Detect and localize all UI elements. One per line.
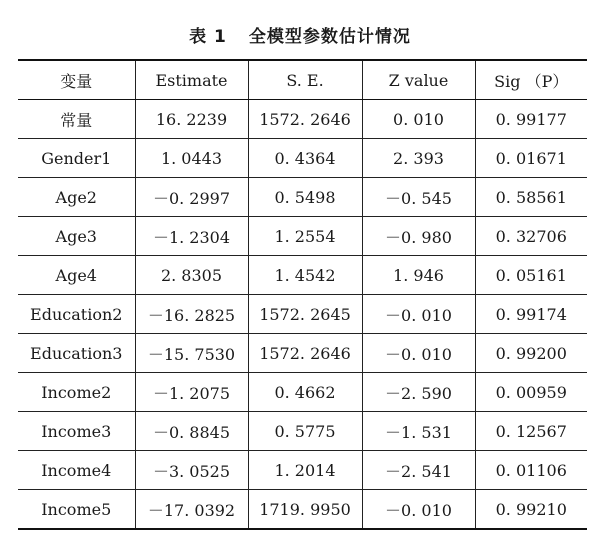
cell-significance: 0. 58561 [475, 178, 587, 217]
cell-standard-error: 1572. 2645 [248, 295, 362, 334]
cell-variable: Income5 [18, 490, 135, 530]
cell-z-value: －0. 010 [362, 334, 475, 373]
cell-estimate: －1. 2075 [135, 373, 248, 412]
table-header-row [18, 60, 587, 100]
cell-standard-error: 1. 2014 [248, 451, 362, 490]
table-row [18, 373, 587, 412]
cell-significance: 0. 01106 [475, 451, 587, 490]
cell-significance: 0. 12567 [475, 412, 587, 451]
cell-estimate: －0. 2997 [135, 178, 248, 217]
cell-z-value: －0. 980 [362, 217, 475, 256]
cell-significance: 0. 01671 [475, 139, 587, 178]
cell-significance: 0. 05161 [475, 256, 587, 295]
cell-estimate: 2. 8305 [135, 256, 248, 295]
cell-estimate: －0. 8845 [135, 412, 248, 451]
cell-significance: 0. 99177 [475, 100, 587, 139]
table-row [18, 256, 587, 295]
header-significance: Sig （P） [475, 60, 587, 100]
cell-standard-error: 1. 2554 [248, 217, 362, 256]
cell-z-value: －0. 010 [362, 295, 475, 334]
cell-estimate: 1. 0443 [135, 139, 248, 178]
cell-variable: Age3 [18, 217, 135, 256]
cell-significance: 0. 99200 [475, 334, 587, 373]
cell-variable: Income4 [18, 451, 135, 490]
table-row [18, 100, 587, 139]
table-row [18, 451, 587, 490]
table-row [18, 295, 587, 334]
cell-z-value: －2. 590 [362, 373, 475, 412]
table-title: 全模型参数估计情况 [248, 27, 411, 47]
header-variable: 变量 [18, 60, 135, 100]
cell-estimate: 16. 2239 [135, 100, 248, 139]
cell-estimate: －16. 2825 [135, 295, 248, 334]
cell-variable: Education2 [18, 295, 135, 334]
cell-standard-error: 1572. 2646 [248, 334, 362, 373]
parameter-estimates-table [18, 59, 587, 530]
cell-z-value: 1. 946 [362, 256, 475, 295]
table-row [18, 490, 587, 530]
cell-variable: Education3 [18, 334, 135, 373]
cell-significance: 0. 32706 [475, 217, 587, 256]
cell-variable: Gender1 [18, 139, 135, 178]
cell-significance: 0. 99210 [475, 490, 587, 530]
cell-variable: 常量 [18, 100, 135, 139]
cell-variable: Age2 [18, 178, 135, 217]
cell-standard-error: 0. 4662 [248, 373, 362, 412]
cell-estimate: －3. 0525 [135, 451, 248, 490]
table-caption [0, 22, 600, 47]
cell-standard-error: 1. 4542 [248, 256, 362, 295]
cell-z-value: －0. 010 [362, 490, 475, 530]
cell-standard-error: 0. 4364 [248, 139, 362, 178]
cell-standard-error: 1572. 2646 [248, 100, 362, 139]
cell-standard-error: 1719. 9950 [248, 490, 362, 530]
table-row [18, 217, 587, 256]
cell-z-value: －0. 545 [362, 178, 475, 217]
cell-variable: Income2 [18, 373, 135, 412]
cell-z-value: －1. 531 [362, 412, 475, 451]
table-row [18, 412, 587, 451]
cell-z-value: －2. 541 [362, 451, 475, 490]
table-row [18, 139, 587, 178]
cell-variable: Age4 [18, 256, 135, 295]
cell-estimate: －17. 0392 [135, 490, 248, 530]
cell-z-value: 2. 393 [362, 139, 475, 178]
cell-estimate: －15. 7530 [135, 334, 248, 373]
header-standard-error: S. E. [248, 60, 362, 100]
table-row [18, 334, 587, 373]
cell-significance: 0. 00959 [475, 373, 587, 412]
table-body [18, 100, 587, 530]
cell-standard-error: 0. 5498 [248, 178, 362, 217]
cell-z-value: 0. 010 [362, 100, 475, 139]
header-z-value: Z value [362, 60, 475, 100]
cell-standard-error: 0. 5775 [248, 412, 362, 451]
cell-variable: Income3 [18, 412, 135, 451]
table-number: 表 1 [189, 27, 227, 47]
header-estimate: Estimate [135, 60, 248, 100]
cell-estimate: －1. 2304 [135, 217, 248, 256]
table-row [18, 178, 587, 217]
cell-significance: 0. 99174 [475, 295, 587, 334]
